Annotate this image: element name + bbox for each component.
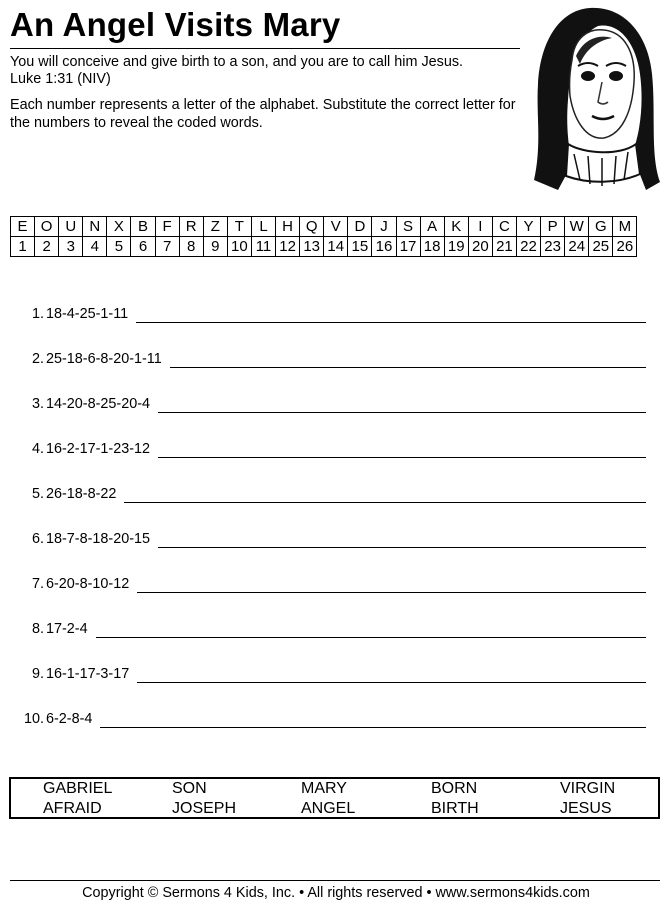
item-number: 5.: [31, 486, 44, 502]
footer-divider: [10, 880, 660, 881]
instructions: Each number represents a letter of the alphabet. Substitute the correct letter for the numbers to reveal the coded words.: [10, 97, 516, 131]
cipher-number: 5: [107, 237, 131, 257]
cipher-number: 11: [251, 237, 275, 257]
bible-verse: [10, 54, 525, 88]
cipher-number: 13: [300, 237, 324, 257]
word-bank-word: VIRGIN: [560, 780, 616, 797]
word-bank-word: JESUS: [560, 800, 612, 817]
answer-line[interactable]: [158, 457, 646, 458]
cipher-letter: W: [565, 217, 589, 237]
coded-word: 18-7-8-18-20-15: [46, 531, 150, 547]
cipher-number: 16: [372, 237, 396, 257]
answer-line[interactable]: [96, 637, 646, 638]
word-bank-word: MARY: [301, 780, 347, 797]
mary-portrait-image: [528, 4, 662, 192]
cipher-number: 20: [468, 237, 492, 257]
word-bank-word: BORN: [431, 780, 478, 797]
cipher-letter: Q: [300, 217, 324, 237]
cipher-number: 19: [444, 237, 468, 257]
cipher-letter: U: [59, 217, 83, 237]
cipher-letter: S: [396, 217, 420, 237]
coded-word-row: [10, 345, 646, 369]
cipher-letter: J: [372, 217, 396, 237]
item-number: 3.: [31, 396, 44, 412]
word-bank-word: AFRAID: [43, 800, 102, 817]
cipher-letter: R: [179, 217, 203, 237]
answer-line[interactable]: [100, 727, 646, 728]
cipher-number: 10: [227, 237, 251, 257]
answer-line[interactable]: [136, 322, 646, 323]
coded-word-row: [10, 525, 646, 549]
copyright-footer: Copyright © Sermons 4 Kids, Inc. • All rights reserved • www.sermons4kids.com: [82, 885, 590, 901]
cipher-letter: B: [131, 217, 155, 237]
item-number: 8.: [31, 621, 44, 637]
coded-word: 14-20-8-25-20-4: [46, 396, 150, 412]
word-bank-word: ANGEL: [301, 800, 356, 817]
cipher-number: 9: [203, 237, 227, 257]
cipher-letter: Y: [516, 217, 540, 237]
coded-word-row: [10, 660, 646, 684]
cipher-number: 2: [35, 237, 59, 257]
answer-line[interactable]: [158, 547, 646, 548]
answer-line[interactable]: [170, 367, 646, 368]
cipher-letter: D: [348, 217, 372, 237]
cipher-letter: F: [155, 217, 179, 237]
cipher-number: 1: [11, 237, 35, 257]
answer-line[interactable]: [158, 412, 646, 413]
cipher-number: 24: [565, 237, 589, 257]
coded-word-row: [10, 615, 646, 639]
cipher-number: 8: [179, 237, 203, 257]
coded-word: 16-2-17-1-23-12: [46, 441, 150, 457]
coded-word: 26-18-8-22: [46, 486, 117, 502]
cipher-letters-row: [11, 217, 637, 237]
cipher-letter: H: [276, 217, 300, 237]
word-bank-word: BIRTH: [431, 800, 479, 817]
coded-word-row: [10, 300, 646, 324]
cipher-letter: O: [35, 217, 59, 237]
cipher-number: 21: [492, 237, 516, 257]
item-number: 9.: [31, 666, 44, 682]
word-bank: [9, 777, 660, 819]
cipher-letter: T: [227, 217, 251, 237]
verse-text: You will conceive and give birth to a son, and you are to call him Jesus.: [10, 54, 464, 70]
cipher-letter: Z: [203, 217, 227, 237]
answer-line[interactable]: [137, 592, 646, 593]
coded-word: 6-2-8-4: [46, 711, 93, 727]
cipher-letter: P: [541, 217, 565, 237]
coded-word: 18-4-25-1-11: [46, 306, 129, 322]
cipher-numbers-row: [11, 237, 637, 257]
cipher-number: 12: [276, 237, 300, 257]
answer-line[interactable]: [124, 502, 646, 503]
coded-word-row: [10, 570, 646, 594]
cipher-number: 18: [420, 237, 444, 257]
coded-word-row: [10, 390, 646, 414]
word-bank-word: GABRIEL: [43, 780, 113, 797]
cipher-letter: I: [468, 217, 492, 237]
coded-word: 16-1-17-3-17: [46, 666, 130, 682]
word-bank-word: SON: [172, 780, 207, 797]
verse-reference: Luke 1:31 (NIV): [10, 71, 111, 87]
cipher-letter: M: [613, 217, 637, 237]
cipher-letter: C: [492, 217, 516, 237]
item-number: 2.: [31, 351, 44, 367]
coded-word: 17-2-4: [46, 621, 88, 637]
coded-word-row: [10, 435, 646, 459]
cipher-number: 23: [541, 237, 565, 257]
item-number: 4.: [31, 441, 44, 457]
word-bank-word: JOSEPH: [172, 800, 237, 817]
cipher-letter: E: [11, 217, 35, 237]
cipher-letter: X: [107, 217, 131, 237]
coded-word: 6-20-8-10-12: [46, 576, 130, 592]
item-number: 10.: [23, 711, 44, 727]
coded-word-row: [10, 480, 646, 504]
page-title: An Angel Visits Mary: [10, 6, 341, 43]
cipher-number: 3: [59, 237, 83, 257]
item-number: 7.: [31, 576, 44, 592]
cipher-number: 7: [155, 237, 179, 257]
cipher-letter: G: [589, 217, 613, 237]
cipher-letter: K: [444, 217, 468, 237]
item-number: 1.: [31, 306, 44, 322]
title-divider: [10, 48, 520, 49]
cipher-number: 15: [348, 237, 372, 257]
answer-line[interactable]: [137, 682, 646, 683]
coded-word: 25-18-6-8-20-1-11: [46, 351, 162, 367]
cipher-number: 4: [83, 237, 107, 257]
cipher-number: 25: [589, 237, 613, 257]
cipher-number: 26: [613, 237, 637, 257]
cipher-letter: V: [324, 217, 348, 237]
cipher-number: 6: [131, 237, 155, 257]
cipher-letter: A: [420, 217, 444, 237]
cipher-letter: L: [251, 217, 275, 237]
cipher-number: 17: [396, 237, 420, 257]
coded-word-row: [10, 705, 646, 729]
item-number: 6.: [31, 531, 44, 547]
cipher-number: 22: [516, 237, 540, 257]
cipher-number: 14: [324, 237, 348, 257]
cipher-key-table: [10, 216, 637, 257]
cipher-letter: N: [83, 217, 107, 237]
